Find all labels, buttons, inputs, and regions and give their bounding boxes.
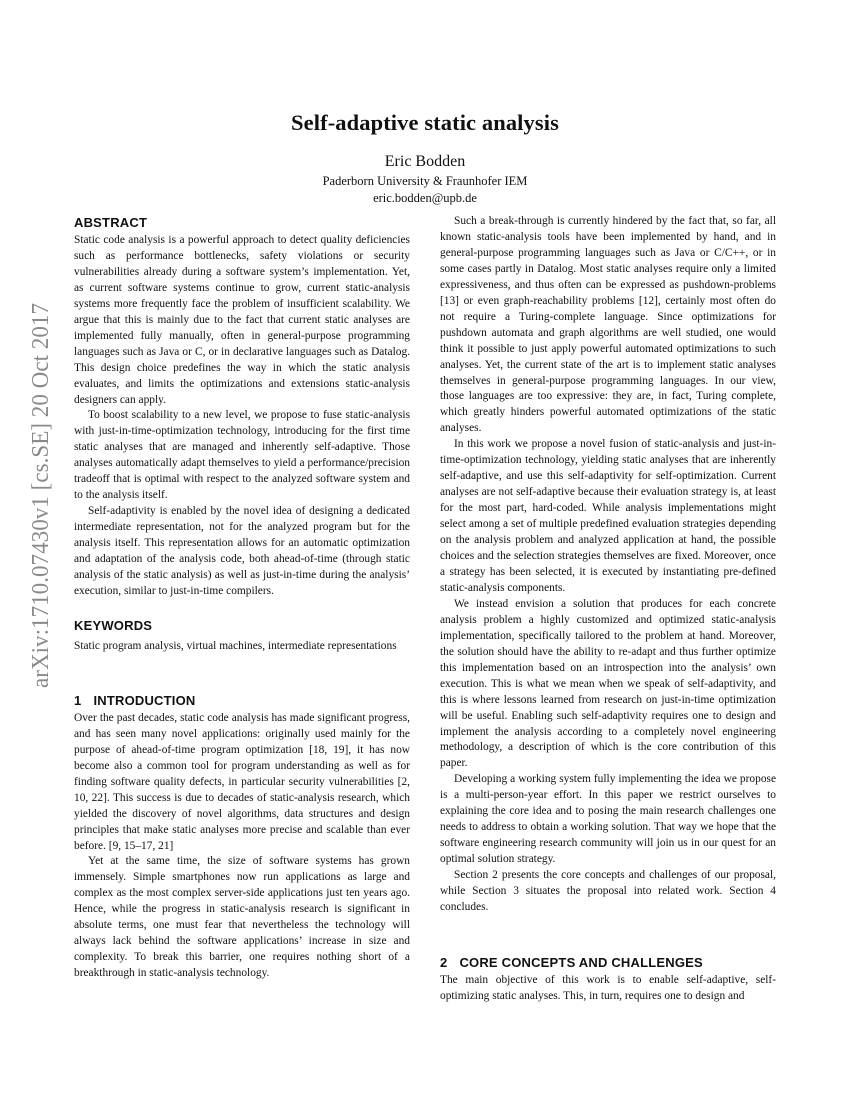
intro-paragraph: Such a break-through is currently hindered by the fact that, so far, all known static-analysis tools have been implemented by hand, and in general-purpose programming languages such as Java or C/C++, or in some cases partly in Datalog. Most static analyses require only a limited expressiveness, and thus often can be expressed as pushdown-problems [13] or even graph-reachability problems [12], certainly most often do not require a Turing-complete language. Since optimizations for pushdown automata and graph algorithms are well studied, one would think it possible to just apply powerful automated optimizations to such analyses. Yet, the current state of the art is to implement static analyses themselves in general-purpose programming languages. In our view, those languages are too expressive: they are, in fact, Turing complete, which greatly hinders powerful automated optimizations of the static analyses. [440, 215, 776, 435]
section-title: INTRODUCTION [93, 692, 196, 708]
section-number: 2 [440, 954, 448, 970]
author-name: Eric Bodden [384, 153, 466, 170]
left-column [74, 214, 410, 982]
author-email[interactable]: eric.bodden@upb.de [373, 191, 477, 205]
abstract-paragraph: To boost scalability to a new level, we propose to fuse static-analysis with just-in-time-optimization technology, introducing for the first time static analyses that are managed and inherently self-adaptive. Those analyses automatically adapt themselves to yield a performance/precision tradeoff that is optimal with respect to the analyzed software system and to the analysis itself. [74, 409, 410, 502]
abstract-paragraph: Self-adaptivity is enabled by the novel idea of designing a dedicated intermediate representation, not for the analyzed program but for the analysis itself. This representation allows for an automatic optimization and adaptation of the analysis code, both ahead-of-time (through static analysis of the static analysis) as well as just-in-time during the analysis’ execution, similar to just-in-time compilers. [74, 505, 410, 597]
keywords-text: Static program analysis, virtual machines, intermediate representations [74, 639, 397, 652]
section2-paragraph: The main objective of this work is to enable self-adaptive, self-optimizing static analyses. This, in turn, requires one to design and [440, 973, 776, 1002]
intro-paragraph: In this work we propose a novel fusion of static-analysis and just-in-time-optimization technology, yielding static analyses that are inherently self-adaptive, and use this self-adaptivity for self-optimization. Current analyses are not self-adaptive because their evaluation strategy is, at least for the most part, hard-coded. While analysis implementations might select among a set of multiple predefined evaluation strategies depending on the analysis problem and analyzed application at hand, the possible choices and the selection strategies themselves are fixed. Moreover, once a strategy has been selected, it is executed by instantiating pre-defined static-analysis components. [440, 438, 776, 594]
keywords-heading: KEYWORDS [74, 617, 153, 633]
section-heading-introduction [74, 692, 410, 710]
paper-title: Self-adaptive static analysis [291, 110, 559, 135]
section-number: 1 [74, 692, 82, 708]
author-affiliation: Paderborn University & Fraunhofer IEM [322, 174, 528, 188]
abstract-heading: ABSTRACT [74, 215, 148, 230]
author-block [0, 151, 850, 207]
abstract-paragraph: Static code analysis is a powerful approach to detect quality deficiencies such as performance bottlenecks, safety violations or security vulnerabilities already during a software system’s implementation. Yet, as current software systems continue to grow, current static-analysis systems more frequently face the problem of insufficient scalability. We argue that this is mainly due to the fact that current static analyses are implemented fully manually, often in general-purpose programming languages such as Java or C, or in declarative languages such as Datalog. This design choice predefines the way in which the static analysis evaluates, and limits the optimizations and extensions static-analysis designers can apply. [74, 234, 410, 406]
right-column [440, 214, 776, 1005]
arxiv-identifier: arXiv:1710.07430v1 [cs.SE] 20 Oct 2017 [28, 300, 54, 688]
section-title: CORE CONCEPTS AND CHALLENGES [459, 954, 703, 970]
intro-paragraph: Yet at the same time, the size of software systems has grown immensely. Simple smartphones now run applications as large and complex as the most complex server-side applications just ten years ago. Hence, while the progress in static-analysis research is significant in absolute terms, one must fear that nevertheless the technology will always lack behind the software applications’ increase in size and complexity. To break this barrier, one requires nothing short of a breakthrough in static-analysis technology. [74, 855, 410, 980]
intro-paragraph: Developing a working system fully implementing the idea we propose is a multi-person-year effort. In this paper we restrict ourselves to explaining the core idea and to posing the main research challenges one needs to address to obtain a working solution. That way we hope that the software engineering research community will join us in our quest for an optimal solution strategy. [440, 773, 776, 866]
section-heading-core-concepts [440, 954, 776, 972]
intro-paragraph: We instead envision a solution that produces for each concrete analysis problem a highly customized and optimized static-analysis implementation, specifically tailored to the problem at hand. Moreover, the solution should have the ability to re-adapt and thus further optimize this implementation based on an introspection into the analysis’ own execution. This is what we mean when we speak of self-adaptivity, and this is where lessons learned from research on just-in-time optimization will be useful. Enabling such self-adaptivity requires one to design and implement the analysis according to a completely novel engineering methodology, a description of which is the core contribution of this paper. [440, 597, 776, 770]
intro-paragraph: Over the past decades, static code analysis has made significant progress, and has seen many novel applications: originally used mainly for the purpose of ahead-of-time program optimization [18, 19], it has now become also a common tool for program understanding as well as for finding software quality defects, in particular security vulnerabilities [2, 10, 22]. This success is due to decades of static-analysis research, which yielded the discovery of novel algorithms, data structures and design principles that make static analyses more precise and scalable than ever before. [9, 15–17, 21] [74, 711, 410, 852]
arxiv-stamp [4, 300, 64, 692]
intro-paragraph: Section 2 presents the core concepts and challenges of our proposal, while Section 3 situates the proposal into related work. Section 4 concludes. [440, 869, 776, 913]
